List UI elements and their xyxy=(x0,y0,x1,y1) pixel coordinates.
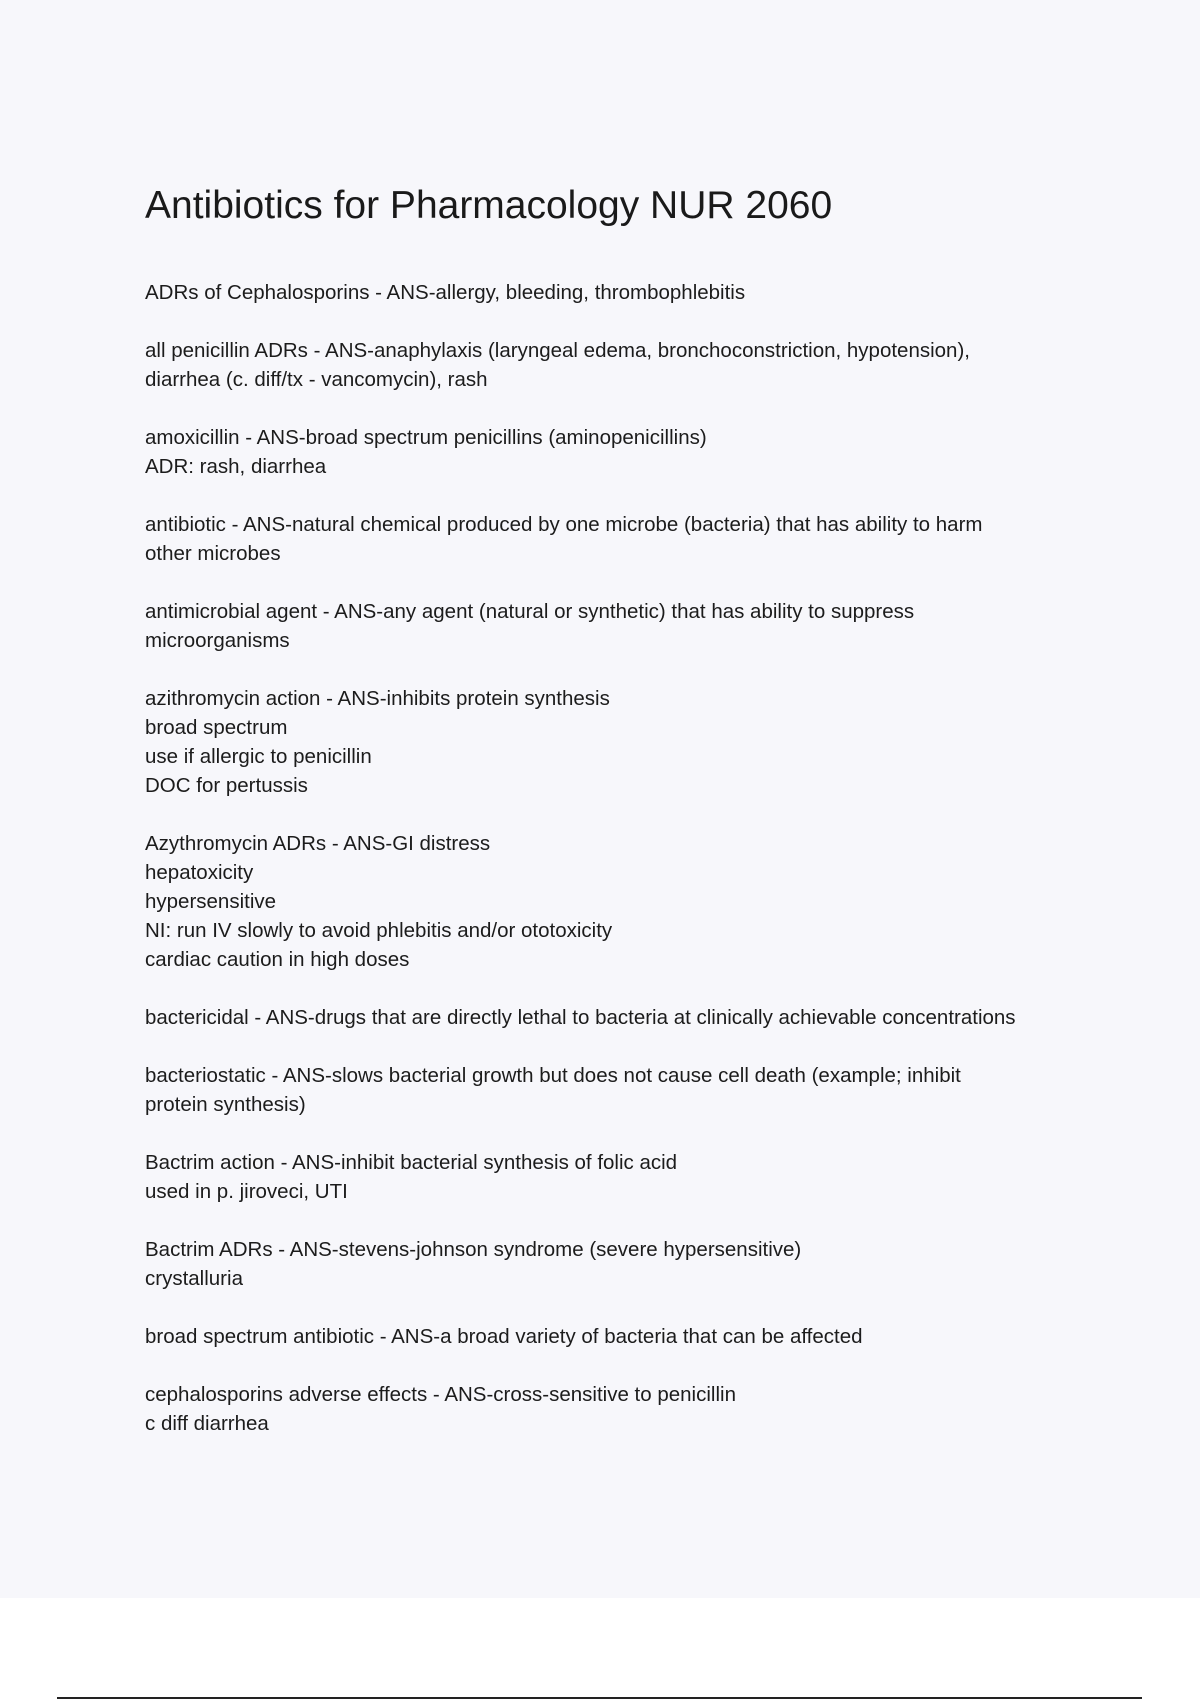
entry-detail-line: DOC for pertussis xyxy=(145,774,308,797)
flashcard-entry xyxy=(145,510,1095,568)
entry-term-line: Azythromycin ADRs - ANS-GI distress xyxy=(145,832,491,855)
entry-term-line: antibiotic - ANS-natural chemical produced by one microbe (bacteria) that has ability to harm xyxy=(145,513,983,536)
entry-detail-line: cardiac caution in high doses xyxy=(145,948,410,971)
entry-term-line: all penicillin ADRs - ANS-anaphylaxis (laryngeal edema, bronchoconstriction, hypotension), xyxy=(145,339,970,362)
flashcard-entry xyxy=(145,1148,1095,1206)
entry-term-line: ADRs of Cephalosporins - ANS-allergy, bleeding, thrombophlebitis xyxy=(145,281,746,304)
page-title: Antibiotics for Pharmacology NUR 2060 xyxy=(145,184,833,227)
flashcard-entry xyxy=(145,278,1095,307)
entry-detail-line: protein synthesis) xyxy=(145,1093,306,1116)
entry-term-line: Bactrim action - ANS-inhibit bacterial synthesis of folic acid xyxy=(145,1151,678,1174)
entry-term-line: Bactrim ADRs - ANS-stevens-johnson syndrome (severe hypersensitive) xyxy=(145,1238,802,1261)
entry-term-line: bactericidal - ANS-drugs that are directly lethal to bacteria at clinically achievable concentrations xyxy=(145,1006,1016,1029)
entry-term-line: broad spectrum antibiotic - ANS-a broad variety of bacteria that can be affected xyxy=(145,1325,863,1348)
footer-divider xyxy=(57,1697,1142,1699)
flashcard-entry xyxy=(145,1235,1095,1293)
entry-detail-line: c diff diarrhea xyxy=(145,1412,269,1435)
entry-detail-line: hypersensitive xyxy=(145,890,277,913)
entry-detail-line: ADR: rash, diarrhea xyxy=(145,455,327,478)
entry-detail-line: microorganisms xyxy=(145,629,290,652)
entry-detail-line: used in p. jiroveci, UTI xyxy=(145,1180,348,1203)
flashcard-entry xyxy=(145,829,1095,974)
entry-term-line: azithromycin action - ANS-inhibits protein synthesis xyxy=(145,687,610,710)
flashcard-entry xyxy=(145,684,1095,800)
flashcard-entry xyxy=(145,1061,1095,1119)
entry-detail-line: broad spectrum xyxy=(145,716,288,739)
flashcard-entry xyxy=(145,1003,1095,1032)
entry-detail-line: use if allergic to penicillin xyxy=(145,745,372,768)
entry-term-line: amoxicillin - ANS-broad spectrum penicillins (aminopenicillins) xyxy=(145,426,707,449)
flashcard-entry xyxy=(145,423,1095,481)
entry-term-line: bacteriostatic - ANS-slows bacterial growth but does not cause cell death (example; inhibit xyxy=(145,1064,961,1087)
flashcard-entry xyxy=(145,597,1095,655)
entry-detail-line: other microbes xyxy=(145,542,281,565)
entry-detail-line: hepatoxicity xyxy=(145,861,254,884)
entry-term-line: cephalosporins adverse effects - ANS-cross-sensitive to penicillin xyxy=(145,1383,736,1406)
flashcard-list xyxy=(145,278,1095,1467)
entry-detail-line: crystalluria xyxy=(145,1267,243,1290)
entry-detail-line: NI: run IV slowly to avoid phlebitis and/or ototoxicity xyxy=(145,919,613,942)
flashcard-entry xyxy=(145,1322,1095,1351)
flashcard-entry xyxy=(145,1380,1095,1438)
flashcard-entry xyxy=(145,336,1095,394)
entry-term-line: antimicrobial agent - ANS-any agent (natural or synthetic) that has ability to suppress xyxy=(145,600,915,623)
entry-detail-line: diarrhea (c. diff/tx - vancomycin), rash xyxy=(145,368,488,391)
